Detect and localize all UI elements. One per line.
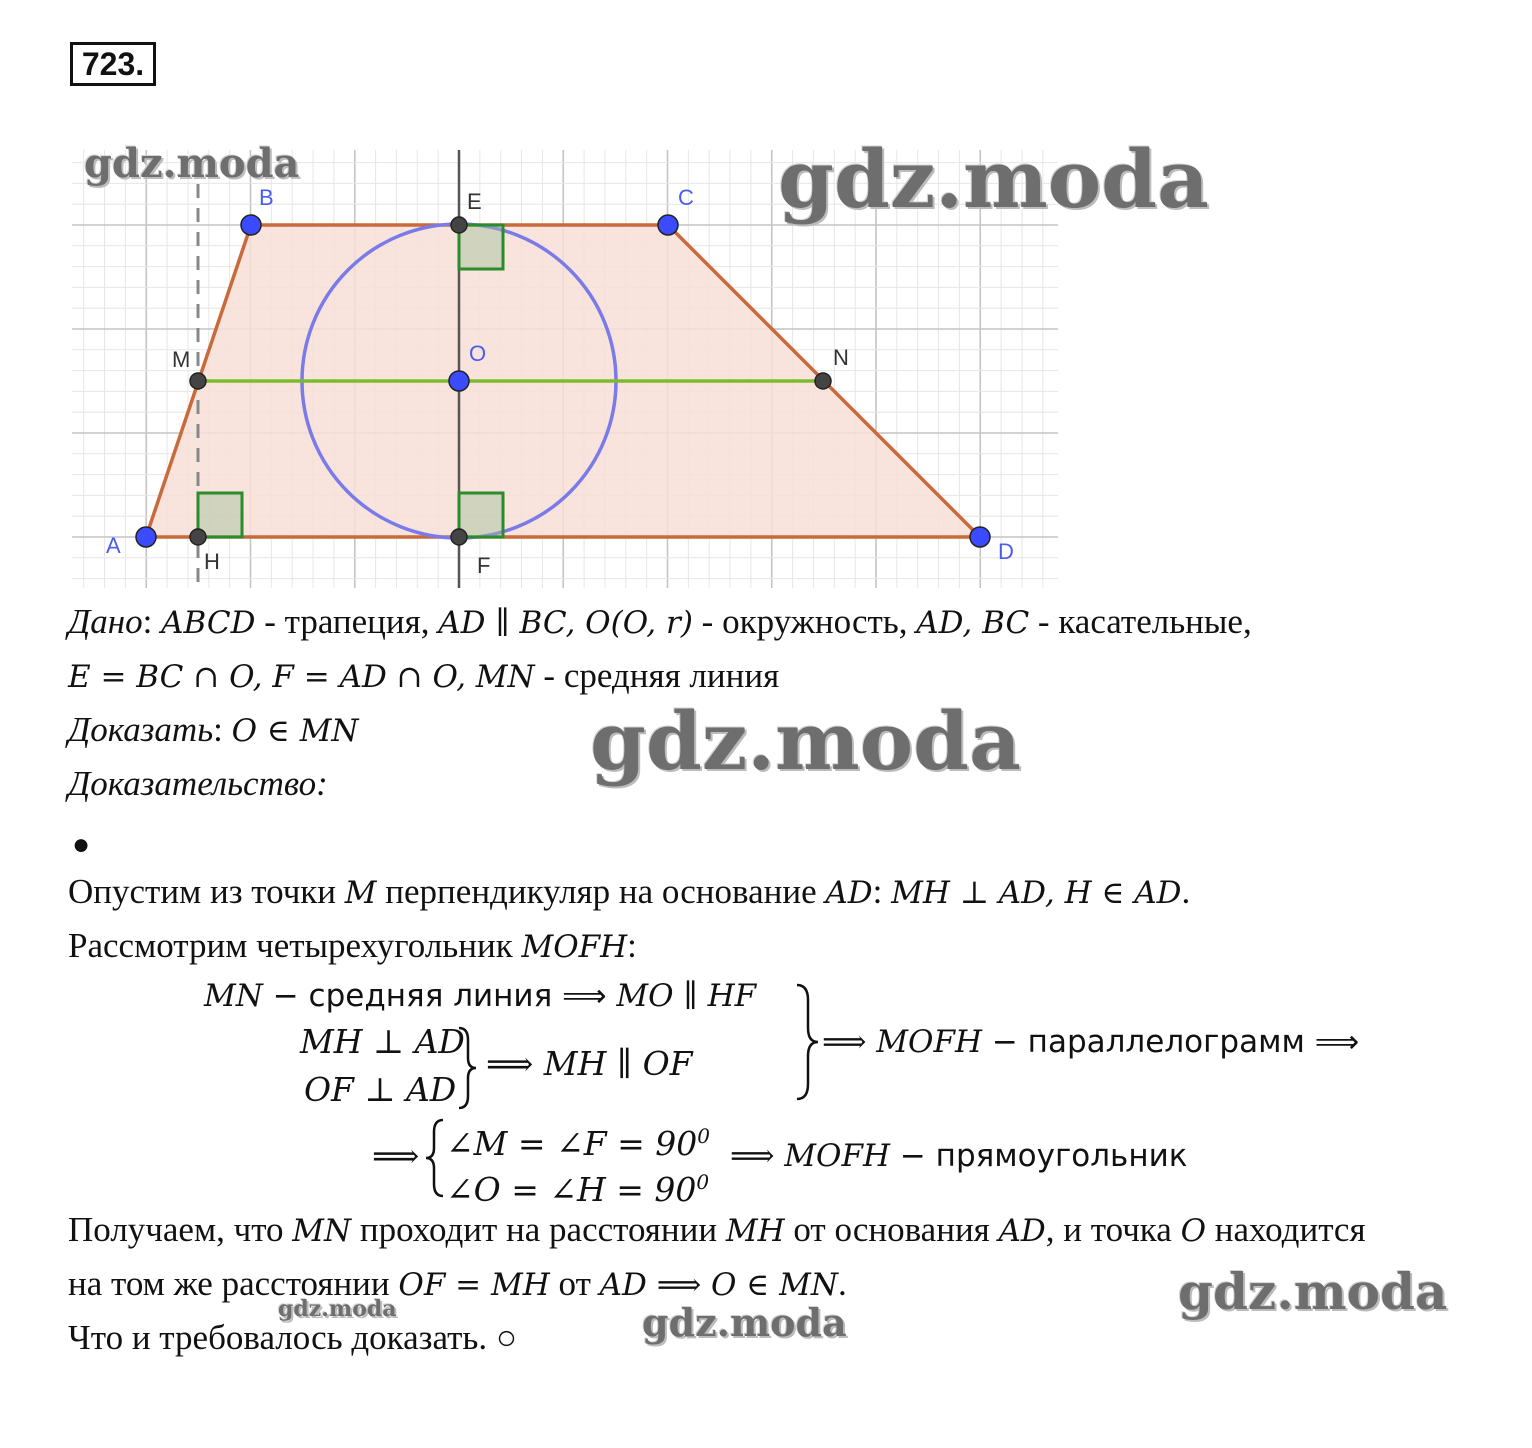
- label-h: H: [204, 549, 220, 574]
- math: ABCD: [161, 605, 256, 641]
- watermark: gdz.moda: [778, 132, 1209, 226]
- math: MOFH: [521, 929, 628, 965]
- math: AD ⟹ O ∈ MN: [599, 1267, 838, 1303]
- math: MH: [725, 1213, 785, 1249]
- system-2-result: [730, 1136, 1187, 1176]
- point-b: [241, 215, 261, 235]
- trapezoid-figure: [0, 0, 1532, 600]
- text: − параллелограмм ⟹: [982, 1024, 1360, 1060]
- text: - трапеция,: [255, 602, 439, 641]
- outer-right-brace: [794, 982, 822, 1102]
- math: AD: [825, 875, 873, 911]
- point-e: [451, 217, 467, 233]
- point-o: [449, 371, 469, 391]
- right-angle-h: [198, 493, 242, 537]
- bullet: ●: [72, 828, 91, 861]
- math: AD, BC: [916, 605, 1030, 641]
- text: - касательные,: [1029, 602, 1252, 641]
- system-1-row-3: OF ⊥ AD: [304, 1070, 457, 1109]
- math: O: [1180, 1213, 1206, 1249]
- proof-line-1: [68, 872, 1190, 913]
- qed-line: Что и требовалось доказать. ○: [68, 1318, 518, 1357]
- right-angle-e: [459, 225, 503, 269]
- label-m: M: [172, 347, 191, 372]
- system-2-prefix: ⟹: [372, 1136, 420, 1175]
- label-e: E: [467, 189, 482, 214]
- math: MOFH: [876, 1024, 982, 1060]
- system-1-row-2: MH ⊥ AD: [300, 1022, 465, 1061]
- math: ⟹: [822, 1024, 877, 1060]
- label-a: A: [106, 533, 121, 558]
- system-1-result: [822, 1022, 1359, 1062]
- point-c: [658, 215, 678, 235]
- label-d: D: [998, 539, 1014, 564]
- point-h: [190, 529, 206, 545]
- system-2-row-1: [446, 1116, 710, 1164]
- math: MN: [204, 978, 263, 1014]
- math: E = BC ∩ O, F = AD ∩ O, MN: [68, 659, 535, 695]
- watermark: gdz.moda: [278, 1296, 397, 1322]
- math: M: [344, 875, 377, 911]
- text: − средняя линия ⟹: [262, 978, 617, 1014]
- text: .: [837, 1264, 847, 1303]
- watermark: gdz.moda: [1178, 1262, 1448, 1321]
- label-b: B: [259, 185, 274, 210]
- text: находится: [1205, 1210, 1366, 1249]
- point-n: [815, 373, 831, 389]
- problem-number: 723.: [70, 42, 156, 86]
- text: :: [627, 926, 637, 965]
- math: ∠O = ∠H = 90: [446, 1170, 697, 1209]
- point-f: [451, 529, 467, 545]
- math: ∠M = ∠F = 90: [446, 1124, 698, 1163]
- text: перпендикуляр на основание: [376, 872, 826, 911]
- superscript: 0: [697, 1124, 710, 1148]
- watermark: gdz.moda: [590, 694, 1021, 788]
- conclusion-line-1: [68, 1210, 1366, 1251]
- system-1-implication: ⟹ MH ∥ OF: [486, 1044, 693, 1083]
- left-brace: [422, 1118, 446, 1198]
- text: Получаем, что: [68, 1210, 293, 1249]
- text: проходит на расстоянии: [351, 1210, 726, 1249]
- point-m: [190, 373, 206, 389]
- math: AD ∥ BC, O(O, r): [438, 605, 693, 641]
- text: − прямоугольник: [890, 1138, 1188, 1174]
- label-f: F: [477, 553, 491, 578]
- system-2-row-2: [446, 1162, 709, 1210]
- given-line-2: [68, 656, 779, 697]
- system-1-row-1: [204, 976, 756, 1016]
- watermark: gdz.moda: [84, 140, 300, 187]
- math: AD: [998, 1213, 1046, 1249]
- text: от основания: [784, 1210, 999, 1249]
- text: Опустим из точки: [68, 872, 345, 911]
- text: - средняя линия: [534, 656, 780, 695]
- text: .: [1181, 872, 1191, 911]
- right-angle-f: [459, 493, 503, 537]
- math: ⟹: [730, 1138, 785, 1174]
- math: MOFH: [784, 1138, 890, 1174]
- label-c: C: [678, 185, 694, 210]
- text: Рассмотрим четырехугольник: [68, 926, 522, 965]
- math: MO ∥ HF: [616, 978, 757, 1014]
- inner-right-brace: [456, 1026, 480, 1110]
- proof-label: Доказательство:: [68, 764, 328, 803]
- text: от: [549, 1264, 600, 1303]
- conclusion-line-2: [68, 1264, 847, 1305]
- proof-line-2: [68, 926, 637, 967]
- prove-line: Доказать: O ∈ MN: [68, 710, 359, 749]
- point-a: [136, 527, 156, 547]
- prove-label: Доказать: [68, 710, 214, 749]
- given-line-1: Дано: ABCD - трапеция, AD ∥ BC, O(O, r) - окружность, AD, BC - касательные,: [68, 602, 1252, 641]
- text: - окружность,: [692, 602, 917, 641]
- text: на том же расстоянии: [68, 1264, 399, 1303]
- math: MN: [292, 1213, 352, 1249]
- given-label: Дано: [68, 602, 143, 641]
- math: MH ⊥ AD, H ∈ AD: [891, 875, 1182, 911]
- text: , и точка: [1045, 1210, 1181, 1249]
- math: OF = MH: [398, 1267, 550, 1303]
- text: :: [872, 872, 892, 911]
- label-n: N: [833, 345, 849, 370]
- superscript: 0: [696, 1170, 710, 1194]
- math: O ∈ MN: [231, 713, 359, 749]
- point-d: [970, 527, 990, 547]
- watermark: gdz.moda: [642, 1300, 847, 1345]
- label-o: O: [469, 341, 487, 366]
